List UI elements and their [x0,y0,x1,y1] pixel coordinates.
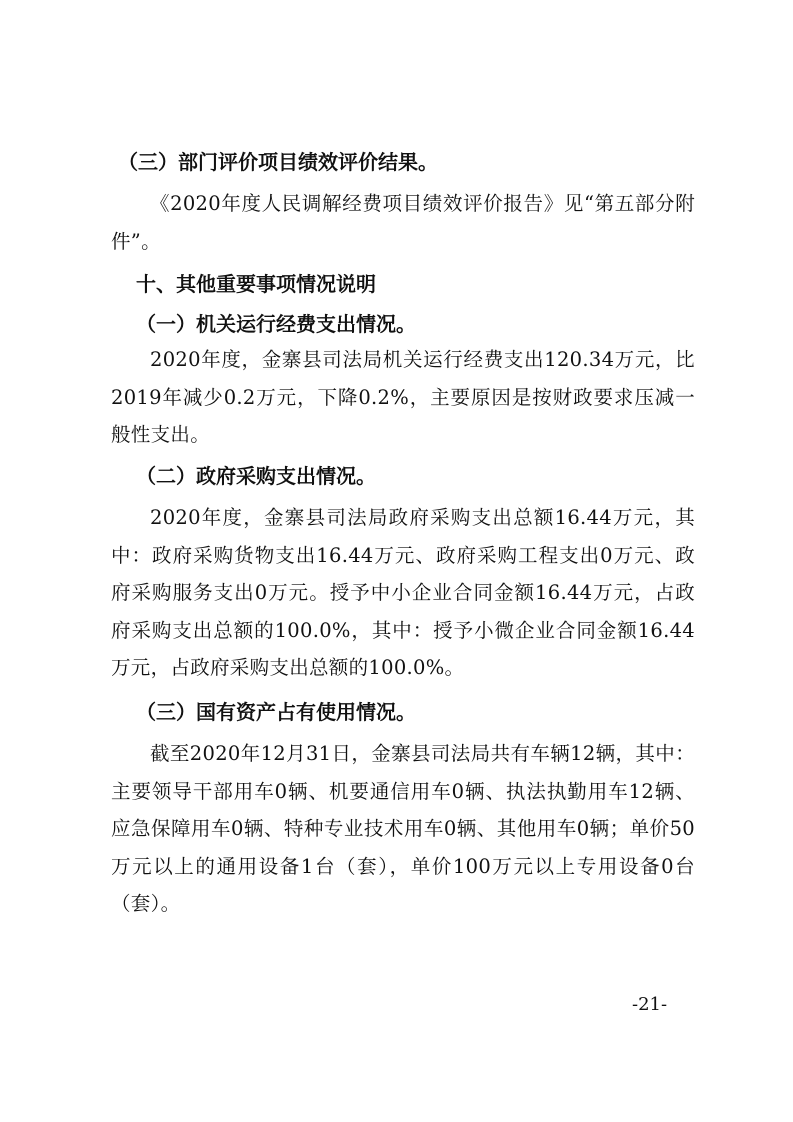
paragraph-operating-expenses: 2020年度，金寨县司法局机关运行经费支出120.34万元，比2019年减少0.2万元，下降0.2%，主要原因是按财政要求压减一般性支出。 [111,348,695,447]
section-heading-state-assets: （三）国有资产占有使用情况。 [136,700,416,724]
section-heading-performance-results: （三）部门评价项目绩效评价结果。 [118,150,438,174]
paragraph-state-assets: 截至2020年12月31日，金寨县司法局共有车辆12辆，其中：主要领导干部用车0辆、机要通信用车0辆、执法执勤用车12辆、应急保障用车0辆、特种专业技术用车0辆、其他用车0辆；单价50万元以上的通用设备1台（套），单价100万元以上专用设备0台（套）。 [111,742,695,916]
section-heading-other-matters: 十、其他重要事项情况说明 [136,272,376,296]
paragraph-government-procurement: 2020年度，金寨县司法局政府采购支出总额16.44万元，其中：政府采购货物支出16.44万元、政府采购工程支出0万元、政府采购服务支出0万元。授予中小企业合同金额16.44万元，占政府采购支出总额的100.0%，其中：授予小微企业合同金额16.44万元，占政府采购支出总额的100.0%。 [111,506,695,680]
section-heading-government-procurement: （二）政府采购支出情况。 [136,464,376,488]
page-number: -21- [632,994,668,1015]
section-heading-operating-expenses: （一）机关运行经费支出情况。 [136,312,416,336]
paragraph-performance-report: 《2020年度人民调解经费项目绩效评价报告》见“第五部分附件”。 [111,192,695,253]
